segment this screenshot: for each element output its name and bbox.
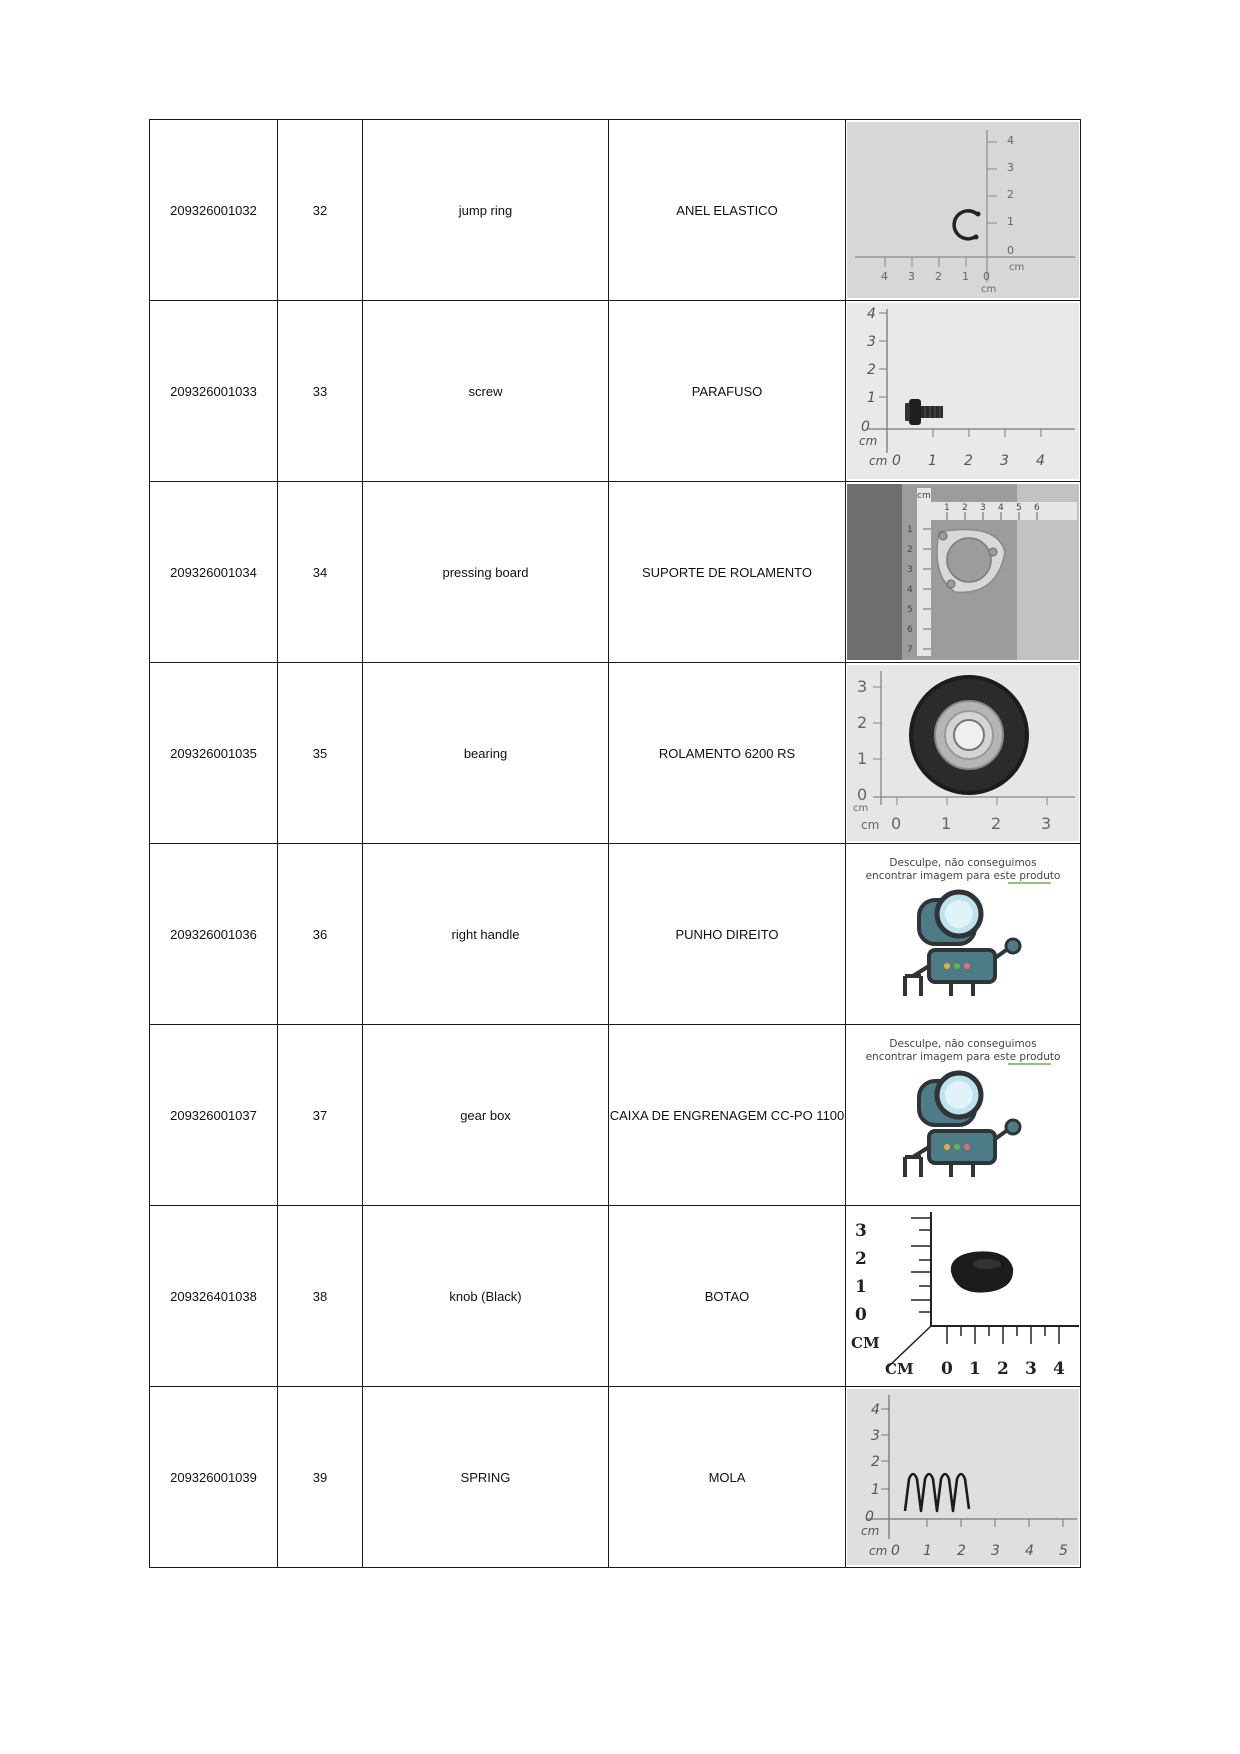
table-row — [150, 120, 1081, 301]
part-image-cell — [846, 1387, 1081, 1568]
ruler-label: 4 — [871, 1402, 880, 1418]
ruler-label: 2 — [935, 270, 942, 283]
ruler-label: 3 — [907, 565, 913, 575]
ruler-label: 1 — [907, 525, 913, 535]
ruler-label: 1 — [923, 1543, 932, 1559]
ruler-label: 4 — [1053, 1359, 1065, 1379]
ruler-label: 1 — [969, 1359, 981, 1379]
ruler-label: 2 — [857, 713, 868, 732]
ruler-unit: cm — [1009, 262, 1025, 273]
ruler-label: 0 — [891, 1543, 900, 1559]
ruler-label: 2 — [867, 362, 876, 378]
part-code: 209326001034 — [150, 482, 278, 663]
ruler-unit: cm — [861, 818, 880, 832]
ruler-label: 7 — [907, 645, 913, 655]
ruler-label: 4 — [998, 503, 1004, 513]
ruler-label: 1 — [941, 814, 952, 833]
table-row — [150, 301, 1081, 482]
description-pt: ROLAMENTO 6200 RS — [609, 663, 846, 844]
description-pt: PARAFUSO — [609, 301, 846, 482]
part-image-cell — [846, 1206, 1081, 1387]
description-en: SPRING — [363, 1387, 609, 1568]
placeholder-text: encontrar imagem para este produto — [865, 870, 1061, 882]
part-code: 209326001039 — [150, 1387, 278, 1568]
part-code: 209326001032 — [150, 120, 278, 301]
ruler-label: 3 — [908, 270, 915, 283]
parts-table — [149, 119, 1081, 1568]
placeholder-text: Desculpe, não conseguimos — [889, 1038, 1037, 1050]
ruler-label: 2 — [907, 545, 913, 555]
table-row — [150, 663, 1081, 844]
ruler-label: 1 — [944, 503, 950, 513]
part-image-cell — [846, 482, 1081, 663]
no-image-placeholder — [847, 846, 1079, 1022]
item-number: 39 — [278, 1387, 363, 1568]
knob-photo — [847, 1208, 1079, 1384]
ruler-unit: cm — [853, 803, 869, 814]
ruler-label: 1 — [928, 453, 937, 469]
ruler-label: 5 — [907, 605, 913, 615]
description-pt: PUNHO DIREITO — [609, 844, 846, 1025]
table-row — [150, 1206, 1081, 1387]
ruler-label: 2 — [1007, 188, 1014, 201]
ruler-label: 1 — [857, 749, 868, 768]
part-image-cell — [846, 120, 1081, 301]
item-number: 32 — [278, 120, 363, 301]
placeholder-text: encontrar imagem para este produto — [865, 1051, 1061, 1063]
ruler-label: 2 — [957, 1543, 966, 1559]
ruler-label: 1 — [867, 390, 876, 406]
part-image-cell — [846, 663, 1081, 844]
description-en: gear box — [363, 1025, 609, 1206]
ruler-label: 5 — [1016, 503, 1022, 513]
ruler-label: 2 — [855, 1249, 867, 1269]
part-code: 209326001035 — [150, 663, 278, 844]
ruler-label: 3 — [1000, 453, 1009, 469]
table-row — [150, 1025, 1081, 1206]
table-row — [150, 482, 1081, 663]
part-code: 209326401038 — [150, 1206, 278, 1387]
description-en: knob (Black) — [363, 1206, 609, 1387]
ruler-label: 0 — [941, 1359, 953, 1379]
ruler-label: 3 — [1041, 814, 1052, 833]
no-image-placeholder — [847, 1027, 1079, 1203]
ruler-label: 1 — [962, 270, 969, 283]
ruler-unit: CM — [885, 1360, 914, 1378]
ruler-label: 2 — [962, 503, 968, 513]
ruler-label: 6 — [1034, 503, 1040, 513]
ruler-unit: cm — [869, 1544, 888, 1558]
ruler-label: 0 — [855, 1305, 867, 1325]
ruler-unit: cm — [869, 454, 888, 468]
ruler-unit: CM — [851, 1334, 880, 1352]
ruler-label: 0 — [983, 270, 990, 283]
ruler-label: 3 — [991, 1543, 1000, 1559]
ruler-label: 4 — [881, 270, 888, 283]
item-number: 38 — [278, 1206, 363, 1387]
part-image-cell — [846, 1025, 1081, 1206]
item-number: 37 — [278, 1025, 363, 1206]
screw-photo — [847, 303, 1079, 479]
description-en: pressing board — [363, 482, 609, 663]
ruler-label: 0 — [1007, 244, 1014, 257]
description-en: jump ring — [363, 120, 609, 301]
item-number: 35 — [278, 663, 363, 844]
part-code: 209326001037 — [150, 1025, 278, 1206]
ruler-label: 2 — [964, 453, 973, 469]
ruler-label: 0 — [857, 785, 868, 804]
ruler-label: 4 — [1007, 134, 1014, 147]
ruler-label: 3 — [855, 1221, 867, 1241]
description-pt: ANEL ELASTICO — [609, 120, 846, 301]
item-number: 34 — [278, 482, 363, 663]
ruler-label: 4 — [867, 306, 876, 322]
spring-photo — [847, 1389, 1079, 1565]
part-image-cell — [846, 301, 1081, 482]
ruler-unit: cm — [917, 491, 931, 501]
part-image-cell — [846, 844, 1081, 1025]
ruler-label: 2 — [991, 814, 1002, 833]
bearing-photo — [847, 665, 1079, 841]
ruler-label: 4 — [1036, 453, 1045, 469]
part-code: 209326001036 — [150, 844, 278, 1025]
pressing-board-photo — [847, 484, 1079, 660]
ruler-label: 3 — [980, 503, 986, 513]
description-en: right handle — [363, 844, 609, 1025]
description-en: screw — [363, 301, 609, 482]
ruler-label: 0 — [892, 453, 901, 469]
ruler-label: 1 — [855, 1277, 867, 1297]
description-pt: SUPORTE DE ROLAMENTO — [609, 482, 846, 663]
ruler-label: 3 — [857, 677, 868, 696]
item-number: 36 — [278, 844, 363, 1025]
table-row — [150, 1387, 1081, 1568]
ruler-label: 0 — [861, 419, 870, 435]
ruler-label: 2 — [997, 1359, 1009, 1379]
ruler-label: 5 — [1059, 1543, 1068, 1559]
ruler-label: 6 — [907, 625, 913, 635]
ruler-label: 1 — [871, 1482, 880, 1498]
description-pt: CAIXA DE ENGRENAGEM CC-PO 1100 — [609, 1025, 846, 1206]
ruler-label: 3 — [1025, 1359, 1037, 1379]
jump-ring-photo — [847, 122, 1079, 298]
ruler-label: 1 — [1007, 215, 1014, 228]
ruler-label: 2 — [871, 1454, 880, 1470]
description-en: bearing — [363, 663, 609, 844]
ruler-label: 3 — [1007, 161, 1014, 174]
ruler-label: 4 — [907, 585, 913, 595]
description-pt: BOTAO — [609, 1206, 846, 1387]
ruler-unit: cm — [861, 1524, 880, 1538]
ruler-label: 0 — [891, 814, 902, 833]
item-number: 33 — [278, 301, 363, 482]
ruler-label: 4 — [1025, 1543, 1034, 1559]
table-row — [150, 844, 1081, 1025]
placeholder-text: Desculpe, não conseguimos — [889, 857, 1037, 869]
ruler-unit: cm — [859, 434, 878, 448]
description-pt: MOLA — [609, 1387, 846, 1568]
ruler-label: 3 — [867, 334, 876, 350]
ruler-label: 0 — [865, 1509, 874, 1525]
ruler-unit: cm — [981, 284, 997, 295]
part-code: 209326001033 — [150, 301, 278, 482]
ruler-label: 3 — [871, 1428, 880, 1444]
